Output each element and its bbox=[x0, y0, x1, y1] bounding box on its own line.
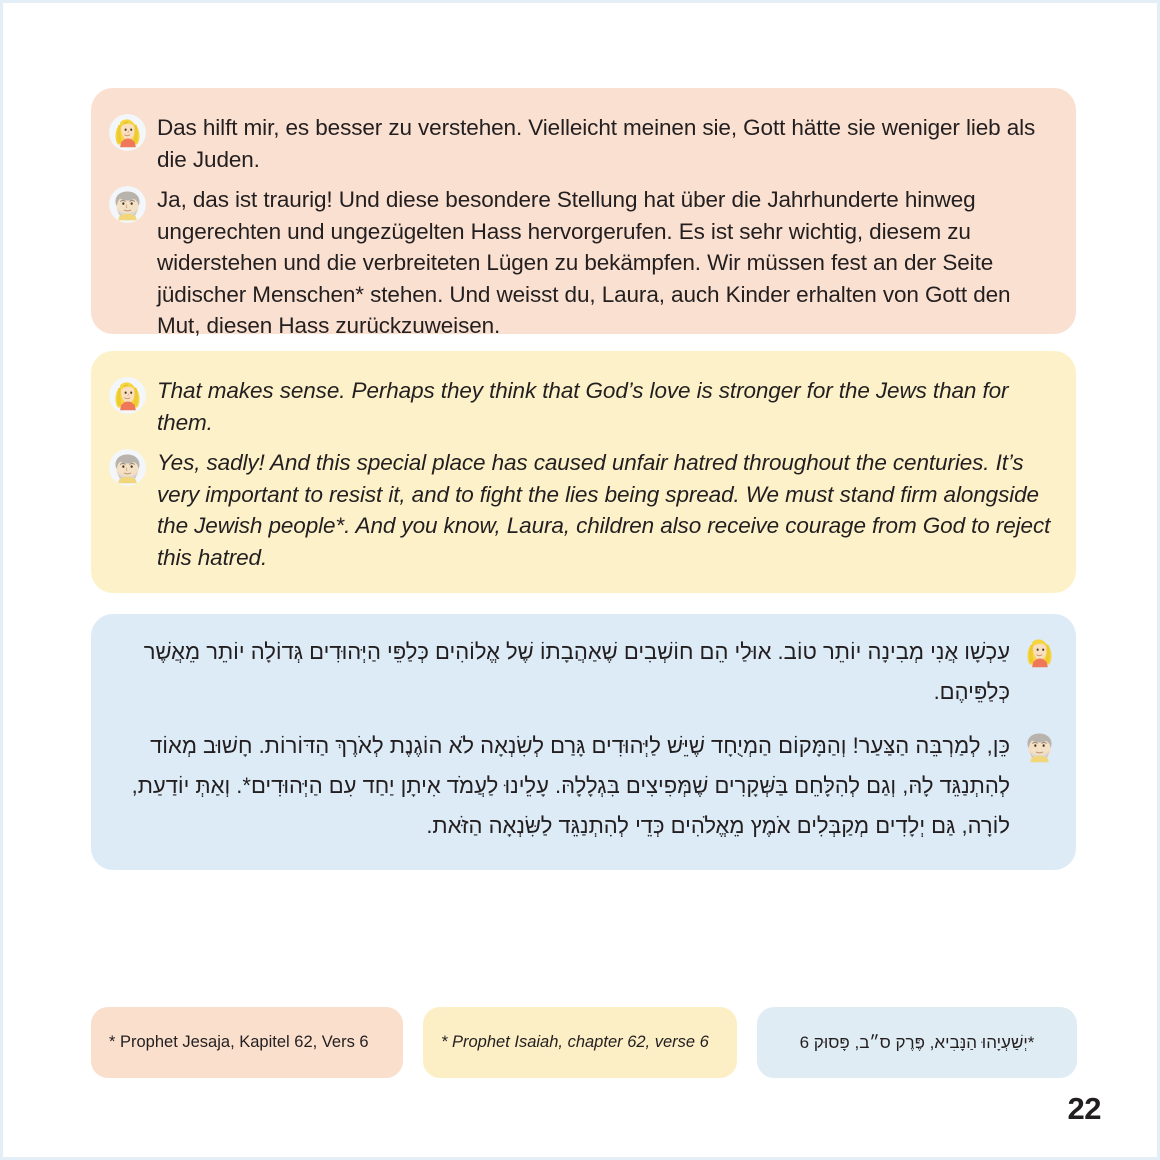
dialogue-text: Yes, sadly! And this special place has caused unfair hatred throughout the centuries. It’s very important to resist it, and to fight the lies being spread. We must stand firm alongside the Jewish people*. And you know, Laura, children also receive courage from God to reject this hatred. bbox=[157, 450, 1051, 570]
footnote-text: *יְשַׁעְיָהוּ הַנָּבִיא, פֶּרֶק ס״ב, פָּסוּק 6 bbox=[799, 1032, 1035, 1052]
girl-avatar-icon bbox=[1021, 634, 1058, 671]
dialogue-text: Das hilft mir, es besser zu verstehen. Vielleicht meinen sie, Gott hätte sie weniger lieb als die Juden. bbox=[157, 115, 1036, 172]
footnote-text: * Prophet Isaiah, chapter 62, verse 6 bbox=[441, 1033, 709, 1051]
dialogue-turn bbox=[109, 112, 1056, 175]
footnote-text: * Prophet Jesaja, Kapitel 62, Vers 6 bbox=[109, 1033, 369, 1051]
page-number: 22 bbox=[1067, 1091, 1101, 1126]
dialogue-turn bbox=[111, 632, 1058, 712]
dialogue-text: כֵּן, לְמַרְבֵּה הַצַּעַר! וְהַמָּקוֹם הַמְיֻחָד שֶׁיֵּשׁ לַיְּהוּדִים גָּרַם לְשִׂנְאָה לֹא הוֹגֶנֶת לְאֹרֶךְ הַדּוֹרוֹת. חָשׁוּב מְאוֹד לְהִתְנַגֵּד לָהּ, וְגַם לְהִלָּחֵם בַּשְּׁקָרִים שֶׁמְּפִיצִים בִּגְלָלָהּ. עָלֵינוּ לַעֲמֹד אִיתָן יַחַד עִם הַיְּהוּדִים*. וְאַתְּ יוֹדַעַת, לוֹרָה, גַּם יְלָדִים מְקַבְּלִים אֹמֶץ מֵאֱלֹהִים כְּדֵי לְהִתְנַגֵּד לַשִּׂנְאָה הַזֹּאת. bbox=[131, 733, 1010, 838]
german-dialogue-block bbox=[91, 88, 1076, 338]
old-man-avatar-icon bbox=[109, 449, 146, 486]
footnote-english bbox=[423, 1007, 737, 1078]
old-man-avatar-icon bbox=[1021, 728, 1058, 765]
english-dialogue-block bbox=[91, 351, 1076, 593]
dialogue-turn bbox=[109, 375, 1056, 438]
footnote-hebrew bbox=[757, 1007, 1077, 1078]
dialogue-turn bbox=[111, 726, 1058, 846]
old-man-avatar-icon bbox=[109, 186, 146, 223]
dialogue-turn bbox=[109, 184, 1056, 342]
dialogue-text: That makes sense. Perhaps they think that God’s love is stronger for the Jews than for them. bbox=[157, 378, 1009, 435]
dialogue-turn bbox=[109, 447, 1056, 573]
dialogue-text: Ja, das ist traurig! Und diese besondere Stellung hat über die Jahrhunderte hinweg ungerechten und ungezügelten Hass hervorgerufen. Es ist sehr wichtig, diesem zu widerstehen und die verbreiteten Lügen zu bekämpfen. Wir müssen fest an der Seite jüdischer Menschen* stehen. Und weisst du, Laura, auch Kinder erhalten von Gott den Mut, diesen Hass zurückzuweisen. bbox=[157, 187, 1011, 338]
hebrew-dialogue-block bbox=[91, 614, 1076, 870]
dialogue-text: עַכְשָׁו אֲנִי מְבִינָה יוֹתֵר טוֹב. אוּלַי הֵם חוֹשְׁבִים שֶׁאַהֲבָתוֹ שֶׁל אֱלוֹהִים כְּלַפֵּי הַיְּהוּדִים גְּדוֹלָה יוֹתֵר מֵאֲשֶׁר כְּלַפֵּיהֶם. bbox=[143, 639, 1010, 704]
girl-avatar-icon bbox=[109, 377, 146, 414]
girl-avatar-icon bbox=[109, 114, 146, 151]
footnote-german bbox=[91, 1007, 403, 1078]
